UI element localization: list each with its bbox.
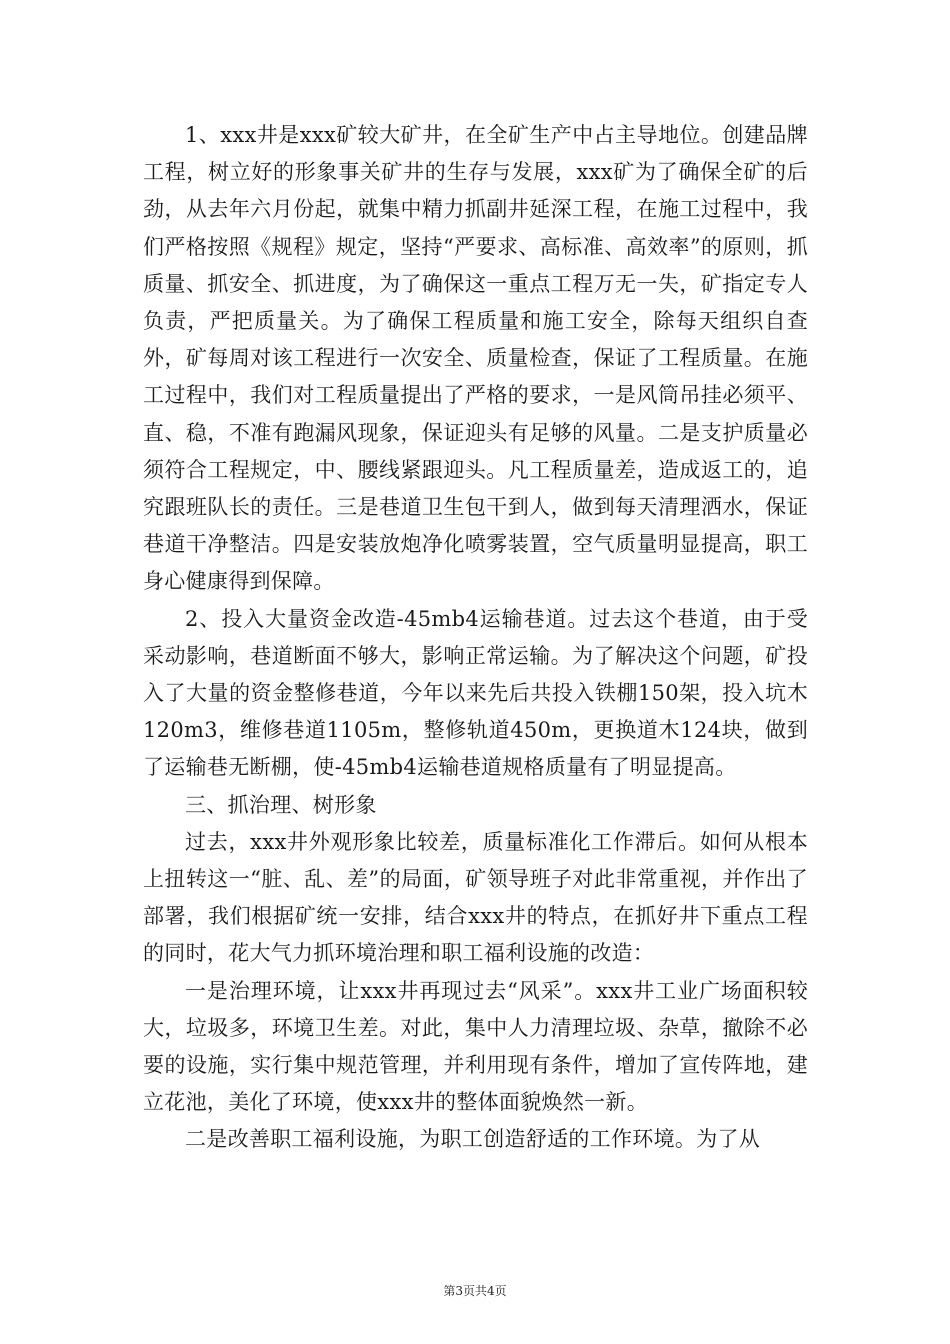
paragraph-3: 过去，xxx井外观形象比较差，质量标准化工作滞后。如何从根本上扭转这一“脏、乱、差”的局面，矿领导班子对此非常重视，并作出了部署，我们根据矿统一安排，结合xxx井的特点，在抓好井下重点工程的同时，花大气力抓环境治理和职工福利设施的改造：: [143, 829, 808, 966]
paragraph-1: 1、xxx井是xxx矿较大矿井，在全矿生产中占主导地位。创建品牌工程，树立好的形象事关矿井的生存与发展，xxx矿为了确保全矿的后劲，从去年六月份起，就集中精力抓副井延深工程，在施工过程中，我们严格按照《规程》规定，坚持“严要求、高标准、高效率”的原则，抓质量、抓安全、抓进度，为了确保这一重点工程万无一失，矿指定专人负责，严把质量关。为了确保工程质量和施工安全，除每天组织自查外，矿每周对该工程进行一次安全、质量检查，保证了工程质量。在施工过程中，我们对工程质量提出了严格的要求，一是风筒吊挂必须平、直、稳，不准有跑漏风现象，保证迎头有足够的风量。二是支护质量必须符合工程规定，中、腰线紧跟迎头。凡工程质量差，造成返工的，追究跟班队长的责任。三是巷道卫生包干到人，做到每天清理洒水，保证巷道干净整洁。四是安装放炮净化喷雾装置，空气质量明显提高，职工身心健康得到保障。: [143, 123, 808, 594]
section-heading: 三、抓治理、树形象: [185, 792, 377, 817]
paragraph-2: 2、投入大量资金改造-45mb4运输巷道。过去这个巷道，由于受采动影响，巷道断面不够大，影响正常运输。为了解决这个问题，矿投入了大量的资金整修巷道，今年以来先后共投入铁棚150架，投入坑木120m3，维修巷道1105m，整修轨道450m，更换道木124块，做到了运输巷无断棚，使-45mb4运输巷道规格质量有了明显提高。: [143, 606, 808, 780]
page-number: 第3页共4页: [443, 1284, 507, 1298]
paragraph-4: 一是治理环境，让xxx井再现过去“风采”。xxx井工业广场面积较大，垃圾多，环境卫生差。对此，集中人力清理垃圾、杂草，撤除不必要的设施，实行集中规范管理，并利用现有条件，增加了宣传阵地，建立花池，美化了环境，使xxx井的整体面貌焕然一新。: [143, 978, 808, 1115]
document-body: [143, 117, 808, 1159]
paragraph-5: 二是改善职工福利设施，为职工创造舒适的工作环境。为了从: [185, 1127, 761, 1152]
